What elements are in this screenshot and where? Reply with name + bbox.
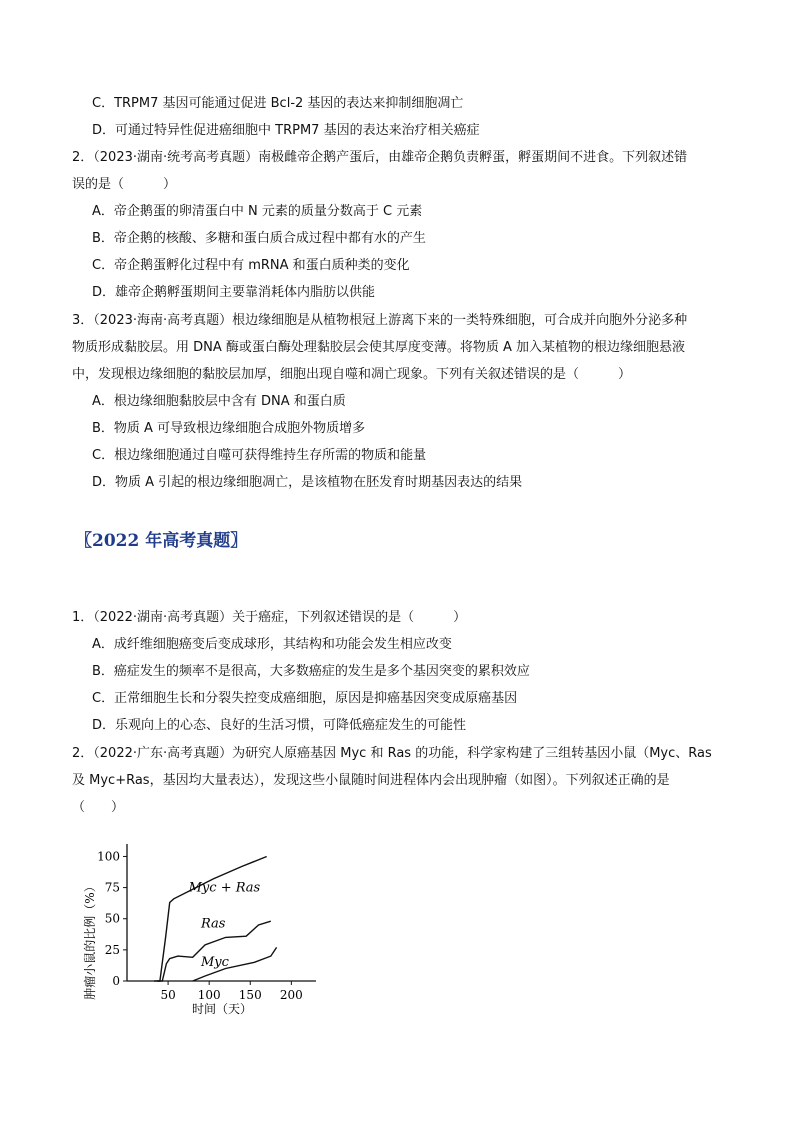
question-2-line3: （ ）	[72, 800, 125, 815]
x-axis-label: 时间（天）	[191, 1002, 253, 1016]
option-b: B．物质 A 可导致根边缘细胞合成胞外物质增多	[92, 421, 366, 436]
option-b: B．癌症发生的频率不是很高，大多数癌症的发生是多个基因突变的累积效应	[92, 664, 530, 679]
question-1-line1: 1．（2022·湖南·高考真题）关于癌症，下列叙述错误的是（ ）	[72, 610, 467, 625]
question-2-line1: 2．（2023·湖南·统考高考真题）南极雌帝企鹅产蛋后，由雄帝企鹅负责孵蛋，孵蛋期间不进食。下列叙述错	[72, 150, 688, 165]
x-tick-label: 100	[197, 988, 221, 1002]
option-d: D．雄帝企鹅孵蛋期间主要靠消耗体内脂肪以供能	[92, 285, 376, 300]
option-c: C．正常细胞生长和分裂失控变成癌细胞，原因是抑癌基因突变成原癌基因	[92, 691, 518, 706]
option-a: A．成纤维细胞癌变后变成球形，其结构和功能会发生相应改变	[92, 637, 452, 652]
y-axis-label: 肿瘤小鼠的比例（%）	[83, 880, 97, 1000]
question-2-line2: 及 Myc+Ras，基因均大量表达），发现这些小鼠随时间进程体内会出现肿瘤（如图）。下列叙述正确的是	[72, 773, 670, 788]
question-2-line1: 2．（2022·广东·高考真题）为研究人原癌基因 Myc 和 Ras 的功能，科学家构建了三组转基因小鼠（Myc、Ras	[72, 746, 712, 761]
y-tick-label: 100	[97, 849, 120, 864]
series-label-3: Myc	[200, 955, 229, 971]
option-a: A．根边缘细胞黏胶层中含有 DNA 和蛋白质	[92, 394, 346, 409]
option-a: A．帝企鹅蛋的卵清蛋白中 N 元素的质量分数高于 C 元素	[92, 204, 423, 219]
question-3-line3: 中，发现根边缘细胞的黏胶层加厚，细胞出现自噬和凋亡现象。下列有关叙述错误的是（ ）	[72, 367, 632, 382]
option-c: C．TRPM7 基因可能通过促进 Bcl-2 基因的表达来抑制细胞凋亡	[92, 96, 464, 111]
series-labels	[188, 880, 261, 970]
section-heading: 〖2022 年高考真题〗	[75, 531, 248, 551]
x-tick-label: 50	[160, 988, 176, 1002]
option-d: D．可通过特异性促进癌细胞中 TRPM7 基因的表达来治疗相关癌症	[92, 123, 480, 138]
x-tick-label: 150	[238, 988, 262, 1002]
tick-labels	[97, 849, 303, 1002]
option-b: B．帝企鹅的核酸、多糖和蛋白质合成过程中都有水的产生	[92, 231, 426, 246]
y-tick-label: 75	[104, 880, 120, 895]
question-3-line1: 3．（2023·海南·高考真题）根边缘细胞是从植物根冠上游离下来的一类特殊细胞，可合成并向胞外分泌多种	[72, 313, 688, 328]
y-tick-label: 50	[104, 911, 120, 926]
question-3-line2: 物质形成黏胶层。用 DNA 酶或蛋白酶处理黏胶层会使其厚度变薄。将物质 A 加入某植物的根边缘细胞悬液	[72, 340, 686, 355]
y-tick-label: 0	[112, 974, 120, 988]
option-d: D．物质 A 引起的根边缘细胞凋亡，是该植物在胚发育时期基因表达的结果	[92, 475, 523, 490]
series-label-2: Ras	[200, 916, 226, 932]
option-c: C．帝企鹅蛋孵化过程中有 mRNA 和蛋白质种类的变化	[92, 258, 410, 273]
series-label-1: Myc + Ras	[188, 880, 261, 896]
tumor-ratio-chart	[82, 838, 332, 1023]
x-tick-label: 200	[279, 988, 303, 1002]
y-tick-label: 25	[104, 942, 120, 957]
question-2-line2: 误的是（ ）	[72, 177, 177, 192]
option-c: C．根边缘细胞通过自噬可获得维持生存所需的物质和能量	[92, 448, 427, 463]
option-d: D．乐观向上的心态、良好的生活习惯，可降低癌症发生的可能性	[92, 718, 467, 733]
